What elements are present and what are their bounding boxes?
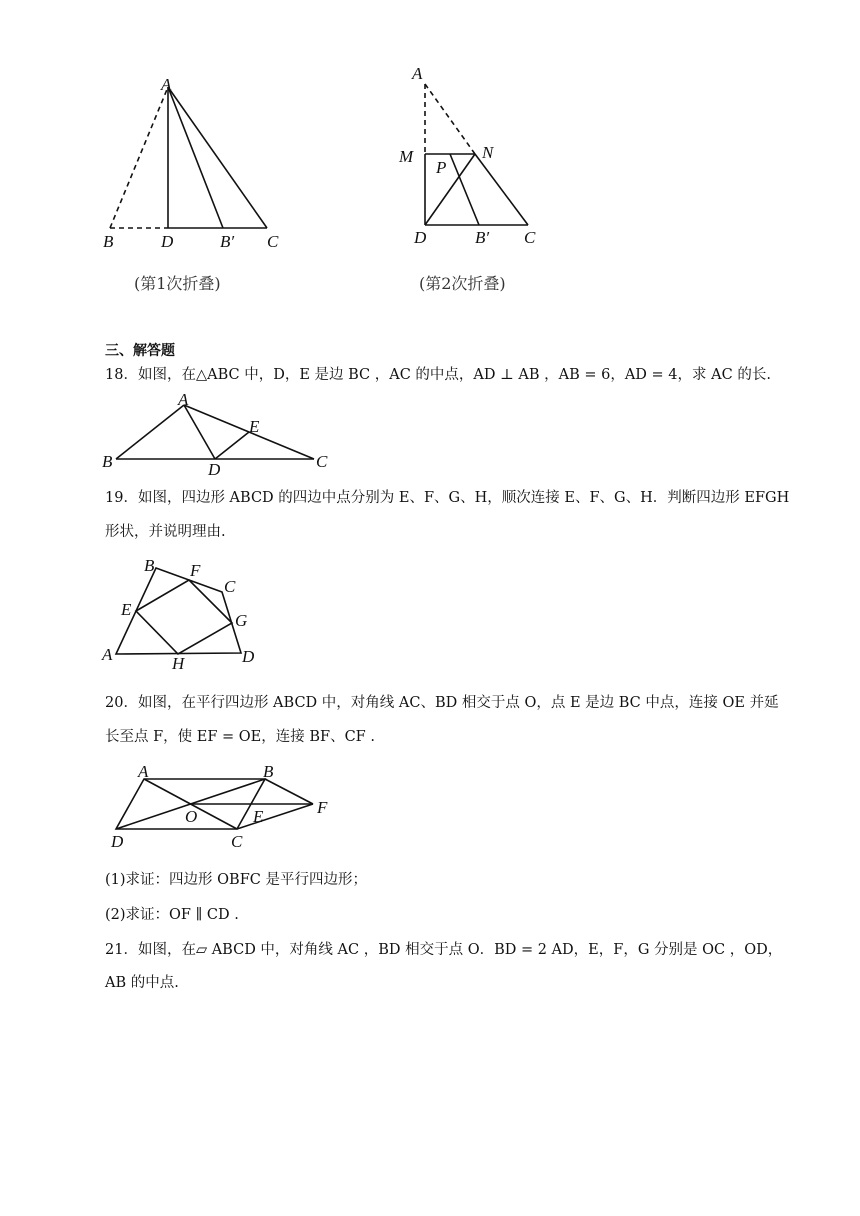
question-20-line-2: 长至点 F，使 EF = OE，连接 BF、CF . (105, 729, 375, 745)
label-a: A (412, 64, 423, 83)
label-d: D (161, 232, 174, 251)
label-c: C (231, 832, 243, 850)
quadrilateral-abcd (116, 568, 241, 654)
label-e: E (253, 807, 264, 826)
label-d: D (414, 228, 427, 247)
segment-bf (265, 779, 313, 804)
question-20-part-1: (1)求证：四边形 OBFC 是平行四边形； (105, 872, 367, 888)
segment-dn (425, 154, 475, 225)
label-a: A (138, 762, 149, 781)
label-b: B (103, 232, 114, 251)
question-21-line-2: AB 的中点. (105, 975, 179, 991)
question-18-text: 18．如图，在△ABC 中，D，E 是边 BC ，AC 的中点，AD ⊥ AB ，AB = 6，AD = 4，求 AC 的长. (105, 367, 771, 383)
label-b-prime: B′ (220, 232, 235, 251)
figure-fold-1 (95, 70, 295, 255)
label-d: D (111, 832, 124, 850)
label-c: C (524, 228, 536, 247)
label-m: M (399, 147, 414, 166)
question-19-line-1: 19．如图，四边形 ABCD 的四边中点分别为 E、F、G、H，顺次连接 E、F、G、H．判断四边形 EFGH (105, 490, 790, 506)
label-o: O (185, 807, 198, 826)
label-d: D (208, 460, 221, 478)
segment-ab-prime (168, 87, 223, 228)
label-c: C (224, 577, 236, 596)
label-e: E (249, 417, 260, 436)
caption-fold-1: (第1次折叠) (134, 274, 221, 293)
segment-ad (184, 405, 215, 459)
label-b-prime: B′ (475, 228, 490, 247)
label-f: F (317, 798, 328, 817)
label-a: A (161, 75, 172, 94)
label-c: C (267, 232, 279, 251)
label-b: B (102, 452, 113, 471)
segment-ac (168, 87, 267, 228)
question-20-line-1: 20．如图，在平行四边形 ABCD 中，对角线 AC、BD 相交于点 O，点 E 是边 BC 中点，连接 OE 并延 (105, 695, 779, 711)
label-c: C (316, 452, 328, 471)
question-20-part-2: (2)求证：OF ∥ CD . (105, 907, 239, 923)
label-h: H (172, 654, 185, 673)
label-f: F (190, 561, 201, 580)
figure-q18 (100, 393, 340, 478)
figure-q20 (100, 760, 340, 850)
label-b: B (263, 762, 274, 781)
segment-de (215, 432, 249, 459)
label-n: N (482, 143, 494, 162)
segment-nc (475, 154, 528, 225)
question-19-line-2: 形状，并说明理由. (105, 524, 226, 540)
label-p: P (436, 158, 447, 177)
question-21-line-1: 21．如图，在▱ ABCD 中，对角线 AC ，BD 相交于点 O．BD = 2 AD，E，F，G 分别是 OC ，OD， (105, 942, 783, 958)
dashed-ab (110, 87, 168, 228)
label-e: E (121, 600, 132, 619)
label-g: G (235, 611, 248, 630)
label-b: B (144, 556, 155, 575)
section-title: 三、解答题 (105, 343, 175, 359)
label-d: D (242, 647, 255, 666)
segment-ab (116, 405, 184, 459)
segment-pb-prime (450, 154, 479, 225)
figure-fold-2 (395, 62, 555, 252)
label-a: A (178, 393, 189, 409)
figure-q19 (100, 555, 270, 673)
label-a: A (102, 645, 113, 664)
caption-fold-2: (第2次折叠) (419, 274, 506, 293)
dashed-an (425, 84, 475, 154)
